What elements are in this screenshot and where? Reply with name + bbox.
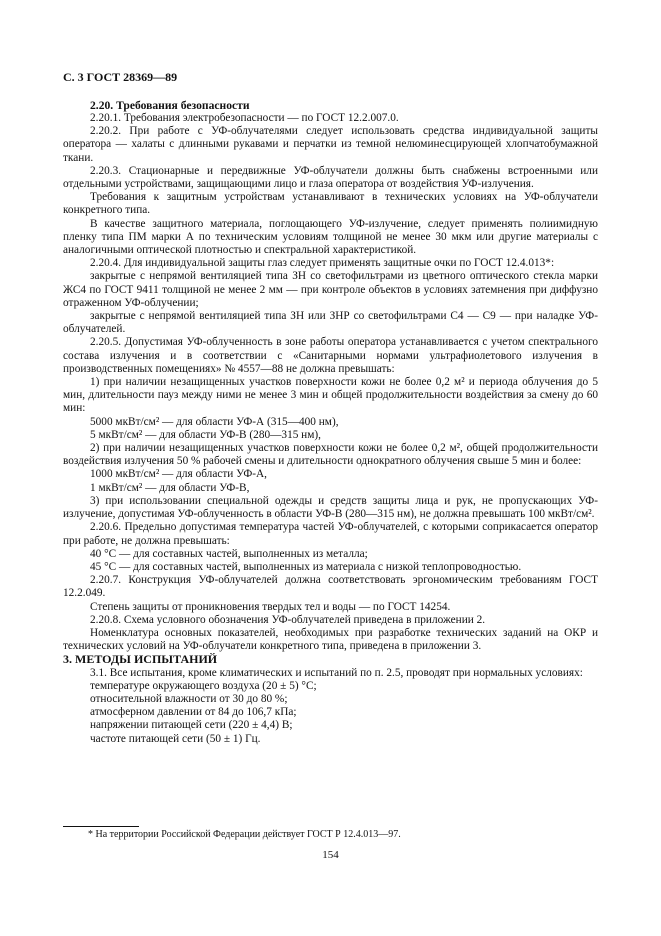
condition-item: относительной влажности от 30 до 80 %; [90,692,288,705]
paragraph: 2.20.7. Конструкция УФ-облучателей должна соответствовать эргономическим требованиям ГОСТ 12.2.049. [63,574,598,600]
paragraph: 3) при использовании специальной одежды и средств защиты лица и рук, не пропускающих УФ-излучение, допустимая УФ-облученность в области УФ-В (280—315 нм), не должна превышать 100 мкВт/см². [63,494,598,521]
condition-item: напряжении питающей сети (220 ± 4,4) В; [90,719,293,732]
footnote-divider [63,826,139,827]
paragraph: 2.20.1. Требования электробезопасности — по ГОСТ 12.2.007.0. [90,112,399,124]
limit-value: 1000 мкВт/см² — для области УФ-А, [90,468,267,481]
section-heading: 3. МЕТОДЫ ИСПЫТАНИЙ [63,652,218,667]
limit-value: 45 °С — для составных частей, выполненных из материала с низкой теплопроводностью. [90,560,522,573]
condition-item: температуре окружающего воздуха (20 ± 5) °С; [90,679,317,692]
limit-value: 5000 мкВт/см² — для области УФ-А (315—400 нм), [90,415,339,428]
section-title: 2.20. Требования безопасности [90,99,250,112]
page-header: С. 3 ГОСТ 28369—89 [63,70,178,84]
limit-value: 1 мкВт/см² — для области УФ-В, [90,481,250,494]
paragraph: 2.20.2. При работе с УФ-облучателями следует использовать средства индивидуальной защиты оператора — халаты с длинными рукавами и перчатки из темной нелюминесцирующей хлопчатобумажной ткани. [63,125,598,164]
paragraph: В качестве защитного материала, поглощающего УФ-излучение, следует применять полиимидную пленку типа ПМ марки А по техническим условиям толщиной не менее 30 мкм или другие материалы с аналогичными оптической плотностью и спектральной характеристикой. [63,217,598,257]
paragraph: 2.20.8. Схема условного обозначения УФ-облучателей приведена в приложении 2. [90,613,486,626]
paragraph: 2) при наличии незащищенных участков поверхности кожи не более 0,2 м², общей продолжительности воздействия излучения 50 % рабочей смены и длительности однократного облучения свыше 5 мин и более: [63,442,598,468]
paragraph: Номенклатура основных показателей, необходимых при разработке технических заданий на ОКР и технических условий на УФ-облучатели конкретного типа, приведена в приложении 3. [63,626,598,653]
limit-value: 40 °С — для составных частей, выполненных из металла; [90,547,368,560]
paragraph: 2.20.6. Предельно допустимая температура частей УФ-облучателей, с которыми соприкасается оператор при работе, не должна превышать: [63,521,598,547]
paragraph: 3.1. Все испытания, кроме климатических и испытаний по п. 2.5, проводят при нормальных условиях: [90,666,583,679]
paragraph: закрытые с непрямой вентиляцией типа ЗН или ЗНР со светофильтрами С4 — С9 — при наладке УФ-облучателей. [63,310,598,336]
paragraph: Степень защиты от проникновения твердых тел и воды — по ГОСТ 14254. [90,600,451,613]
paragraph: 2.20.5. Допустимая УФ-облученность в зоне работы оператора устанавливается с учетом спектрального состава излучения и в соответствии с «Санитарными нормами ультрафиолетового излучения в производственных помещениях» № 4557—88 не должна превышать: [63,336,598,375]
condition-item: частоте питающей сети (50 ± 1) Гц. [90,732,261,745]
footnote: * На территории Российской Федерации действует ГОСТ Р 12.4.013—97. [88,829,401,840]
paragraph: 2.20.3. Стационарные и передвижные УФ-облучатели должны быть снабжены встроенными или отдельными устройствами, защищающими лицо и глаза оператора от воздействия УФ-излучения. [63,164,598,191]
limit-value: 5 мкВт/см² — для области УФ-В (280—315 нм), [90,428,321,441]
paragraph: 2.20.4. Для индивидуальной защиты глаз следует применять защитные очки по ГОСТ 12.4.013*: [90,257,555,270]
paragraph: Требования к защитным устройствам устанавливают в технических условиях на УФ-облучатели конкретного типа. [63,191,598,217]
paragraph: закрытые с непрямой вентиляцией типа ЗН со светофильтрами из цветного оптического стекла марки ЖС4 по ГОСТ 9411 толщиной не менее 2 мм — при контроле объектов в условиях затемнения при диффузно отраженном УФ-облучении; [63,270,598,309]
main-content [63,99,598,746]
paragraph: 1) при наличии незащищенных участков поверхности кожи не более 0,2 м² и периода облучения до 5 мин, длительности пауз между ними не менее 3 мин и общей продолжительности воздействия за смену до 60 мин: [63,376,598,415]
page-number: 154 [322,849,339,861]
condition-item: атмосферном давлении от 84 до 106,7 кПа; [90,706,297,719]
